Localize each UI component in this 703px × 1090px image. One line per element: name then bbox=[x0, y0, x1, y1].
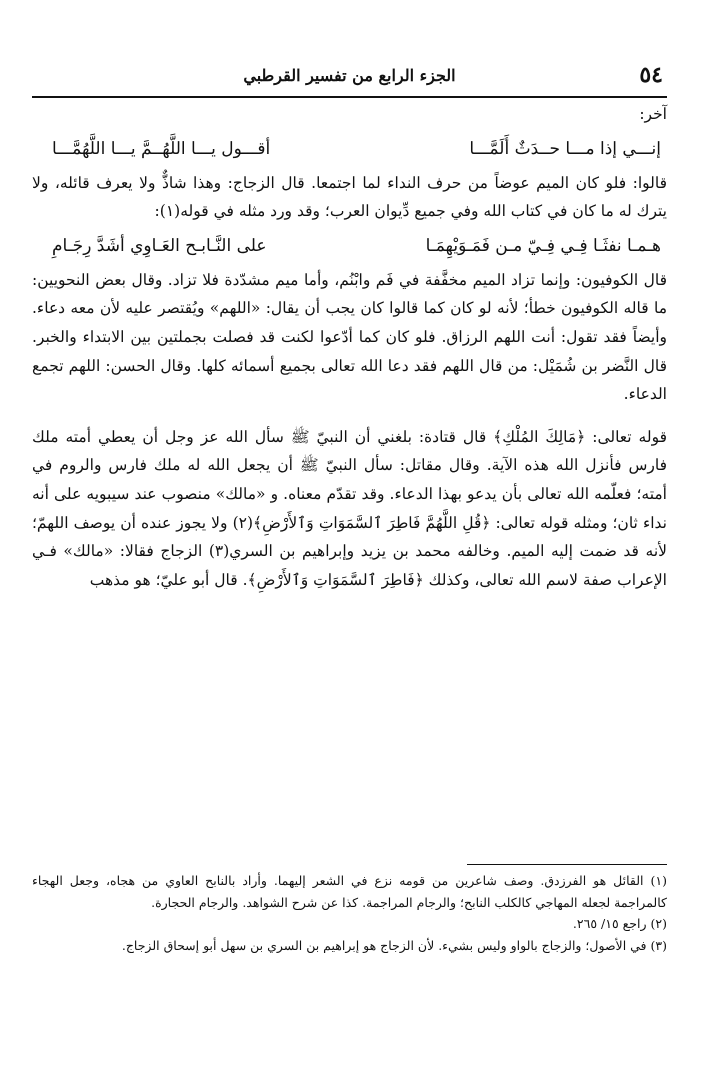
footnote-3: (٣) في الأصول؛ والزجاج بالواو وليس بشيء. لأن الزجاج هو إبراهيم بن السري بن سهل أبو إسحاق الزجاج. bbox=[121, 937, 667, 953]
footnote-2: (٢) راجع ١٥/ ٢٦٥. bbox=[572, 916, 667, 931]
main-text bbox=[32, 100, 667, 594]
verse-1 bbox=[32, 129, 667, 169]
paragraph-2: قال الكوفيون: وإنما تزاد الميم مخفَّفة في فَم وابْنُم، وأما ميم مشدّدة فلا تزاد. وقال بعض النحويين: ما قاله الكوفيون خطأ؛ لأنه لو كان كما قالوا كان يجب أن يقال: «اللهم» ويُقتصر عليه لأن معه دعاء. وأيضاً فقد تقول: أنت اللهم الرزاق. فلو كان كما أدّعوا لكنت قد فصلت بجملتين بين الابتداء والخبر. قال النَّضر بن شُمَيْل: من قال اللهم فقد دعا الله تعالى بجميع أسمائه كلها. وقال الحسن: اللهم تجمع الدعاء. bbox=[32, 270, 667, 404]
running-title: الجزء الرابع من تفسير القرطبي bbox=[243, 66, 456, 85]
paragraph-3: قوله تعالى: ﴿مَالِكَ المُلْكِ﴾ قال قتادة: بلغني أن النبيّ ﷺ سأل الله عز وجل أن يعطي أمته ملك فارس فأنزل الله هذه الآية. وقال مقاتل: سأل النبيّ ﷺ أن يجعل الله له ملك فارس والروم في أمته؛ فعلّمه الله تعالى بأن يدعو بهذا الدعاء. وقد تقدّم معناه. و «مالك» منصوب عند سيبويه على أنه نداء ثان؛ ومثله قوله تعالى: ﴿قُلِ اللَّهُمَّ فَاطِرَ ٱلسَّمَوَاتِ وَٱلأَرْضِ﴾(٢) ولا يجوز عنده أن يوصف اللهمّ؛ لأنه قد ضمت إليه الميم. وخالفه محمد بن يزيد وإبراهيم بن السري(٣) الزجاج فقالا: «مالك» فـي الإعراب صفة لاسم الله تعالى، وكذلك ﴿فَاطِرَ ٱلسَّمَوَاتِ وَٱلأَرْضِ﴾. قال أبو عليّ؛ هو مذهب bbox=[32, 427, 667, 589]
verse-intro: آخر: bbox=[639, 105, 667, 123]
page-header bbox=[32, 56, 667, 98]
verse-1-first-hemistich: إنـــي إذا مـــا حــدَثٌ أَلَمَّـــا bbox=[469, 138, 661, 159]
verse-2 bbox=[32, 226, 667, 266]
footnotes bbox=[32, 870, 667, 956]
verse-1-second-hemistich: أقـــول يـــا اللَّهُــمَّ يـــا اللَّهُمَّـــا bbox=[52, 138, 271, 159]
paragraph-1: قالوا: فلو كان الميم عوضاً من حرف النداء لما اجتمعا. قال الزجاج: وهذا شاذٌّ ولا يعرف قائله، ولا يترك له ما كان في كتاب الله وفي جميع دِّيوان العرب؛ وقد ورد مثله في قوله(١): bbox=[32, 173, 667, 221]
verse-2-second-hemistich: على النَّـابـح العَـاوِي أشَدَّ رِجَـامِ bbox=[52, 235, 267, 256]
footnote-1: (١) القائل هو الفرزدق. وصف شاعرين من قومه نزع في الشعر إليهما. وأراد بالنابح العاوي من هجاه، وجعل الهجاء كالمراجمة لجعله المهاجي كالكلب النابح؛ والرجام المراجمة. كذا عن شرح الشواهد. والرجام الحجارة. bbox=[32, 873, 667, 910]
verse-2-first-hemistich: هـمـا نفثَـا فِـي فِـيّ مـن فَمَـوَيْهِمَـا bbox=[425, 235, 661, 256]
footnote-separator bbox=[467, 864, 667, 865]
page-number: ٥٤ bbox=[639, 62, 663, 88]
